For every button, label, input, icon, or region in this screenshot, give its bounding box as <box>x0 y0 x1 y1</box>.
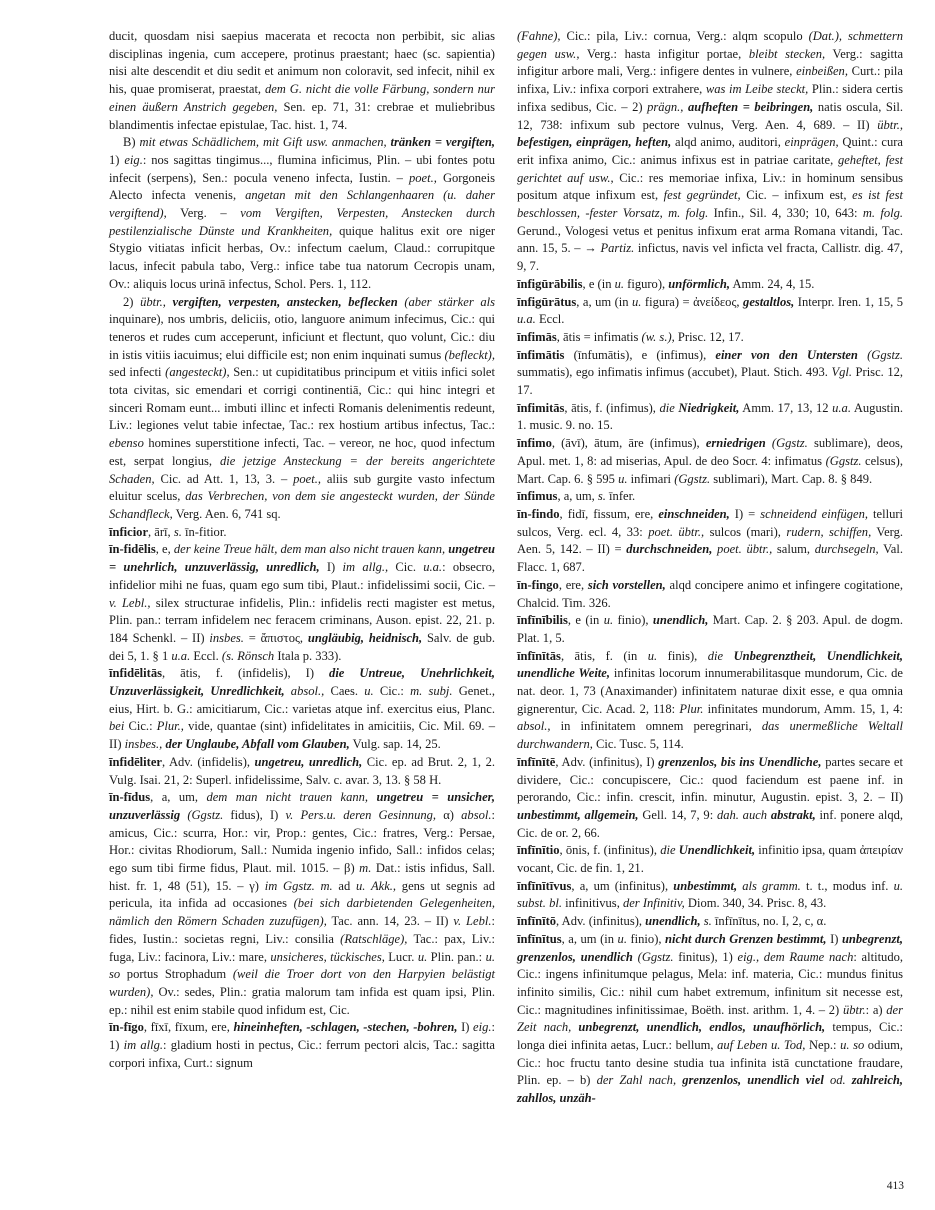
entry-paragraph: ducit, quosdam nisi saepius macerata et recocta non perbibit, sic alias disciplinas ingenia, cum accepere, protinus praestant; haec (sc. sapientia) nisi alte descendit et diu sedit et animum non coloravit, sed infecit, nihil ex his, quae promiserat, praestat, dem G. nicht die volle Färbung, sondern nur einen äußern Anstrich gegeben, Sen. ep. 71, 31: crebrae et muliebribus blandimentis infectae epistulae, Tac. hist. 1, 74. <box>109 29 496 132</box>
dictionary-entry: īnfimās, ātis = infimatis (w. s.), Prisc. 12, 17. <box>517 329 744 344</box>
dictionary-entry: īnfīnītō, Adv. (infinitus), unendlich, s. īnfīnītus, no. I, 2, c, α. <box>517 914 827 929</box>
dictionary-entry: īnficior, ārī, s. īn-fitior. <box>109 524 227 539</box>
entry-paragraph: B) mit etwas Schädlichem, mit Gift usw. anmachen, tränken = vergiften, 1) eig.: nos sagittas tingimus..., flumina inficimus, Plin. – ubi fontes potu infecit (serpens), Sen.: pocula veneno infecta, Iustin. – poet., Gorgoneis Alecto infecta venenis, angetan mit den Schlangenhaaren (u. daher vergiftend), Verg. – vom Vergiften, Verpesten, Anstecken durch pestilenzialische Dünste und Krankheiten, quique halitus exit ore niger Stygio vitiatas inficit herbas, Ov.: infectum caelum, Claud.: corrupitque lacus, infecit pabula tabo, Verg.: infice tabe tua natorum Cecropis unam, Ov.: aliquis locus urinā infectus, Schol. Pers. 1, 112. <box>109 135 496 291</box>
dictionary-entry: īn-fidēlis, e, der keine Treue hält, dem man also nicht trauen kann, ungetreu = unehrlich, unzuverlässig, unredlich, I) im allg., Cic. u.a.: obsecro, infidelior mihi ne fuas, quam ego sum tibi, Plaut.: infidelissimi socii, Cic. – v. Lebl., silex structurae infidelis, Plin.: infidelis recti magister est metus, Plin. pan.: terram infidelem nec feracem criminans, Auson. epist. 22, 21. p. 184 Schenkl. – II) insbes. = ἄπιστος, ungläubig, heidnisch, Salv. de gub. dei 5, 1. § 1 u.a. Eccl. (s. Rönsch Itala p. 333). <box>109 542 495 663</box>
dictionary-entry: īnfimo, (āvī), ātum, āre (infimus), erniedrigen (Ggstz. sublimare), deos, Apul. met. 1, 8: ad miserias, Apul. de deo Socr. 4: infimatus (Ggstz. celsus), Mart. Cap. 6. § 595 u. infimari (Ggstz. sublimari), Mart. Cap. 8. § 849. <box>517 436 904 486</box>
dictionary-entry: īnfimus, a, um, s. īnfer. <box>517 489 636 504</box>
entry-paragraph: 2) übtr., vergiften, verpesten, anstecken, beflecken (aber stärker als inquinare), nos umbris, deliciis, otio, languore animum infecimus, Cic.: qui teneros et rudes cum acceperunt, inficiunt et flectunt, quo volunt, Cic.: diu in istis vitiis iacuimus; elui difficile est; non enim inquinati sumus (befleckt), sed infecti (angesteckt), Sen.: ut cupiditatibus principum et vitiis infici solet tota civitas, sic emendari et corrigi continentiā, Cic.: qui hinc integri et sinceri Romam eunt... imbuti illinc et infecti Romanis delenimentis redeunt, Liv.: legiones velut tabie infectae, Tac.: rex hostium artibus infectus, Tac.: ebenso homines superstitione infecti, Tac. – vereor, ne hoc, quod infectum est, serpat longius, die jetzige Ansteckung = der bereits angerichtete Schaden, Cic. ad Att. 1, 13, 3. – poet., aliis sub gurgite vasto infectum eluitur scelus, das Verbrechen, von dem sie angesteckt wurden, der Sünde Schandfleck, Verg. Aen. 6, 741 sq. <box>109 294 496 521</box>
dictionary-entry: īnfīnītē, Adv. (infinitus), I) grenzenlos, bis ins Unendliche, partes secare et dividere, Cic.: concupiscere, Cic.: quod faciendum est paene inf. in perorando, Cic.: infin. crescit, infin. minutur, Augustin. epist. 3, 2. – II) unbestimmt, allgemein, Gell. 14, 7, 9: dah. auch abstrakt, inf. ponere alqd, Cic. de or. 2, 66. <box>517 754 904 840</box>
left-column <box>109 28 495 1072</box>
right-column <box>517 28 903 1108</box>
dictionary-entry: īn-fingo, ere, sich vorstellen, alqd concipere animo et infingere cogitatione, Chalcid. Tim. 326. <box>517 577 904 610</box>
dictionary-entry: īnfimātis (īnfumātis), e (infimus), einer von den Untersten (Ggstz. summatis), ego infimatis infimus (accubet), Plaut. Stich. 493. Vgl. Prisc. 12, 17. <box>517 347 903 398</box>
dictionary-entry: īnfīnītās, ātis, f. (in u. finis), die Unbegrenztheit, Unendlichkeit, unendliche Weite, infinitas locorum innumerabilitasque mundorum, Cic. de nat. deor. 1, 73 (Anaximander) infinitatem naturae dixit esse, e qua omnia gignerentur, Cic. Acad. 2, 118: Plur. infinitates mundorum, Amm. 15, 1, 4: absol., in infinitatem omnem peregrinari, das unermeßliche Weltall durchwandern, Cic. Tusc. 5, 114. <box>517 648 904 752</box>
dictionary-entry: īn-findo, fidī, fissum, ere, einschneiden, I) = schneidend einfügen, telluri sulcos, Verg. ecl. 4, 33: poet. übtr., sulcos (mari), rudern, schiffen, Verg. Aen. 5, 142. – II) = durchschneiden, poet. übtr., salum, durchsegeln, Val. Flacc. 1, 687. <box>517 506 904 575</box>
dictionary-entry: īnfīnītus, a, um (in u. finio), nicht durch Grenzen bestimmt, I) unbegrenzt, grenzenlos, unendlich (Ggstz. finitus), 1) eig., dem Raume nach: altitudo, Cic.: ingens infinitumque pelagus, Mela: inf. materia, Cic.: mundus finitus infinito similis, Cic.: nihil cum habet extremum, infinitum sit necesse est, Cic.: magnitudines infinitissimae, Boëth. inst. arithm. 1, 4. – 2) übtr.: a) der Zeit nach, unbegrenzt, unendlich, endlos, unaufhörlich, tempus, Cic.: longa diei infinita aetas, Lucr.: bellum, auf Leben u. Tod, Nep.: u. so odium, Cic.: hoc fructu tanto desine studia tua infinita istā cunctatione fraudare, Plin. ep. – b) der Zahl nach, grenzenlos, unendlich viel od. zahlreich, zahllos, unzäh- <box>517 931 904 1106</box>
dictionary-entry: īnfigūrābilis, e (in u. figuro), unförmlich, Amm. 24, 4, 15. <box>517 276 815 291</box>
dictionary-entry: īnfidēlitās, ātis, f. (infidelis), I) die Untreue, Unehrlichkeit, Unzuverlässigkeit, Unredlichkeit, absol., Caes. u. Cic.: m. subj. Genet., eius, Hirt. b. G.: amicitiarum, Cic.: varietas atque inf. exercitus eius, Planc. bei Cic.: Plur., vide, quantae (sint) infidelitates in amicitiis, Cic. Mil. 69. – II) insbes., der Unglaube, Abfall vom Glauben, Vulg. sap. 14, 25. <box>109 666 496 752</box>
dictionary-entry: īn-fīdus, a, um, dem man nicht trauen kann, ungetreu = unsicher, unzuverlässig (Ggstz. fidus), I) v. Pers.u. deren Gesinnung, α) absol.: amicus, Cic.: scurra, Hor.: vir, Prop.: gentes, Cic.: fratres, Verg.: Persae, Hor.: civitas Rhodiorum, Sall.: Numida ingenio infido, Sall.: infidos celas; ego sum tibi firme fidus, Plaut. mil. 1015. – β) m. Dat.: istis infidus, Sall. hist. fr. 1, 48 (51), 15. – γ) im Ggstz. m. ad u. Akk., gens ut segnis ad pericula, ita infida ad occasiones (bei sich darbietenden Gelegenheiten, nämlich den Römern Schaden zuzufügen), Tac. ann. 14, 23. – II) v. Lebl.: fides, Iustin.: societas regni, Liv.: consilia (Ratschläge), Tac.: pax, Liv.: fuga, Liv.: facinora, Liv.: mare, unsicheres, tückisches, Lucr. u. Plin. pan.: u. so portus Strophadum (weil die Troer dort von den Harpyien belästigt wurden), Ov.: sedes, Plin.: gratia malorum tam infida est quam ipsi, Plin. ep.: nihil est enim stabile quod infidum est, Cic. <box>109 790 496 1017</box>
dictionary-entry: īnfīnībilis, e (in u. finio), unendlich, Mart. Cap. 2. § 203. Apul. de dogm. Plat. 1, 5. <box>517 613 903 645</box>
dictionary-entry: īnfīnītio, ōnis, f. (infinitus), die Unendlichkeit, infinitio ipsa, quam ἀπειρίαν vocant, Cic. de fin. 1, 21. <box>517 843 904 876</box>
page-number: 413 <box>886 1180 904 1192</box>
dictionary-entry: īnfimitās, ātis, f. (infimus), die Niedrigkeit, Amm. 17, 13, 12 u.a. Augustin. 1. music. 9. no. 15. <box>517 400 903 433</box>
dictionary-entry: īnfigūrātus, a, um (in u. figura) = ἀνείδεος, gestaltlos, Interpr. Iren. 1, 15, 5 u.a. Eccl. <box>517 294 903 327</box>
entry-paragraph: (Fahne), Cic.: pila, Liv.: cornua, Verg.: alqm scopulo (Dat.), schmettern gegen usw., Verg.: hasta infigitur portae, bleibt stecken, Verg.: sagitta infigitur arbore mali, Verg.: infigere dentes in vulnere, einbeißen, Curt.: pila infixa, Liv.: infixa corpori extrahere, was im Leibe steckt, Plin.: sidera certis infixa sedibus, Cic. – 2) prägn., aufheften = beibringen, natis oscula, Sil. 12, 738: infixum sub pectore vulnus, Verg. Aen. 4, 689. – II) übtr., befestigen, einprägen, heften, alqd animo, auditori, einprägen, Quint.: cura erit infixa animo, Cic.: animus infixus est in patriae caritate, geheftet, fest gerichtet auf usw., Cic.: res memoriae infixa, Liv.: in hominum sensibus positum atque infixum est, fest gegründet, Cic. – infixum est, es ist fest beschlossen, -fester Vorsatz, m. folg. Infin., Sil. 4, 330; 10, 643: m. folg. Gerund., Vologesi vetus et penitus infixum erat arma Romana vitandi, Tac. ann. 15, 5. – → Partiz. infictus, navis vel inficta vel fracta, Callistr. dig. 47, 9, 7. <box>517 29 904 274</box>
dictionary-entry: īnfīnītīvus, a, um (infinitus), unbestimmt, als gramm. t. t., modus inf. u. subst. bl. infinitivus, der Infinitiv, Diom. 340, 34. Prisc. 8, 43. <box>517 878 904 911</box>
dictionary-entry: īn-fīgo, fīxī, fīxum, ere, hineinheften, -schlagen, -stechen, -bohren, I) eig.: 1) im allg.: gladium hosti in pectus, Cic.: ferrum pectori alcis, Tac.: sagitta corpori infixa, Curt.: signum <box>109 1020 496 1070</box>
dictionary-entry: īnfidēliter, Adv. (infidelis), ungetreu, unredlich, Cic. ep. ad Brut. 2, 1, 2. Vulg. Isai. 21, 2: Superl. infidelissime, Salv. c. avar. 3, 13. § 58 H. <box>109 754 496 787</box>
